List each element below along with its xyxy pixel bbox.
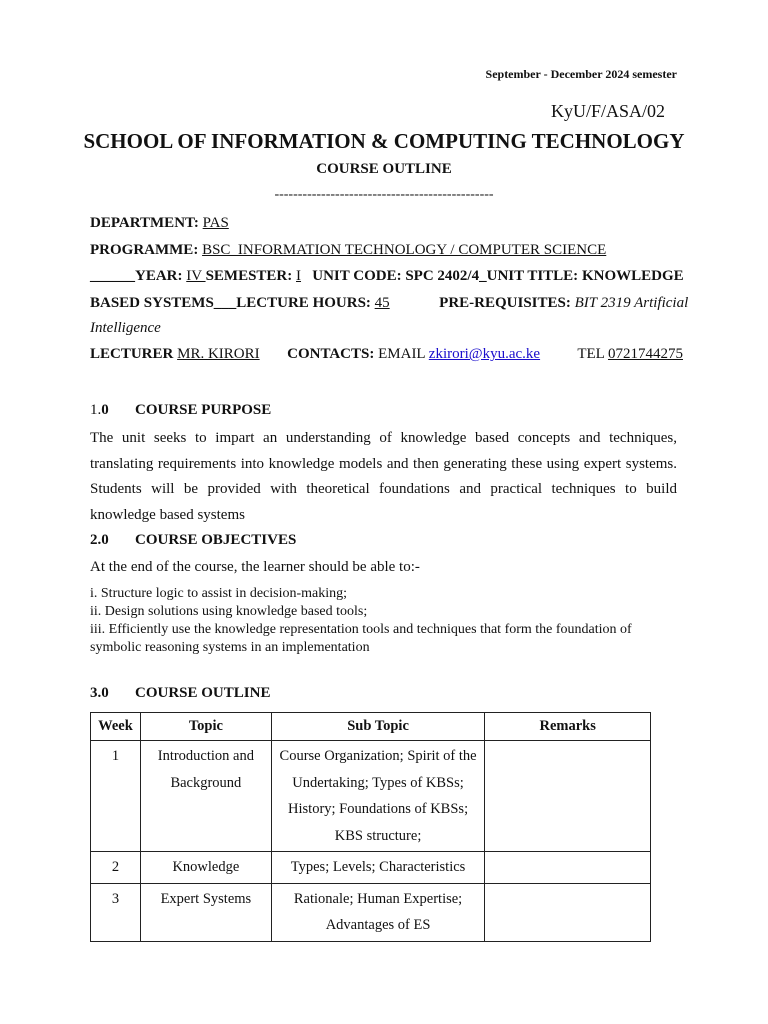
prerequisites-value: BIT 2319 Artificial (574, 295, 689, 311)
lead-blank: ______ (90, 268, 135, 284)
year-unit-line (90, 268, 684, 285)
section-number-plain: 1. (90, 402, 102, 418)
unit-title-continued: BASED SYSTEMS___ (90, 295, 237, 311)
subtopic-cell: Rationale; Human Expertise; Advantages of ES (271, 883, 485, 941)
department-value: PAS (202, 215, 229, 231)
section-title: COURSE PURPOSE (135, 402, 272, 418)
lecturer-label: LECTURER (90, 346, 174, 362)
semester-value: I (296, 268, 302, 284)
topic-cell: Introduction and Background (140, 741, 271, 852)
title-divider: ----------------------------------------------- (274, 187, 494, 202)
subtopic-cell: Course Organization; Spirit of the Undertaking; Types of KBSs; History; Foundations of KBSs; KBS structure; (271, 741, 485, 852)
objectives-list (90, 585, 680, 657)
objective-item: i. Structure logic to assist in decision-making; (90, 586, 348, 601)
hours-prereq-line (90, 295, 688, 312)
table-header-row (91, 713, 651, 741)
department-line (90, 215, 229, 232)
unit-code-value: SPC 2402/4_ (405, 268, 487, 284)
lecturer-line (90, 346, 683, 363)
year-label: YEAR: (135, 268, 183, 284)
objective-item: iii. Efficiently use the knowledge representation tools and techniques that form the foundation of symbolic reasoning systems in an implementation (90, 622, 632, 655)
objective-item: ii. Design solutions using knowledge based tools; (90, 604, 368, 619)
column-header-week: Week (91, 713, 141, 741)
column-header-subtopic: Sub Topic (271, 713, 485, 741)
section-number-bold: 0 (101, 402, 109, 418)
school-title: SCHOOL OF INFORMATION & COMPUTING TECHNOLOGY (83, 129, 685, 153)
prerequisites-continued: Intelligence (90, 320, 161, 336)
section-title: COURSE OUTLINE (135, 685, 271, 701)
email-label: EMAIL (378, 346, 426, 362)
column-header-remarks: Remarks (485, 713, 651, 741)
unit-title-value: KNOWLEDGE (581, 268, 684, 284)
email-link[interactable]: zkirori@kyu.ac.ke (428, 346, 541, 362)
document-title: COURSE OUTLINE (316, 161, 452, 177)
year-value: IV (186, 268, 206, 284)
section-outline-heading (90, 685, 270, 702)
week-cell: 3 (91, 883, 141, 941)
column-header-topic: Topic (140, 713, 271, 741)
tel-value: 0721744275 (608, 346, 683, 362)
objectives-intro: At the end of the course, the learner should be able to:- (90, 559, 420, 575)
unit-title-label: UNIT TITLE: (486, 268, 579, 284)
section-title: COURSE OBJECTIVES (135, 532, 297, 548)
section-number: 3.0 (90, 685, 109, 701)
purpose-paragraph: The unit seeks to impart an understanding of knowledge based concepts and techniques, translating requirements into knowledge models and then generating these using expert systems. Students will be provided with theoretical foundations and practical techniques to build knowledge based systems (90, 430, 677, 523)
section-objectives-heading (90, 532, 296, 549)
section-number: 2.0 (90, 532, 109, 548)
lecture-hours-value: 45 (374, 295, 390, 311)
section-purpose-heading (90, 402, 271, 419)
programme-label: PROGRAMME: (90, 242, 199, 258)
tel-label: TEL (577, 346, 605, 362)
lecture-hours-label: LECTURE HOURS: (236, 295, 371, 311)
course-outline-table (90, 712, 651, 942)
week-cell: 2 (91, 852, 141, 884)
topic-cell: Expert Systems (140, 883, 271, 941)
table-row (91, 883, 651, 941)
programme-line (90, 242, 606, 259)
form-code: KyU/F/ASA/02 (550, 101, 665, 121)
prerequisites-label: PRE-REQUISITES: (439, 295, 571, 311)
contacts-label: CONTACTS: (287, 346, 375, 362)
table-row (91, 852, 651, 884)
week-cell: 1 (91, 741, 141, 852)
department-label: DEPARTMENT: (90, 215, 199, 231)
semester-field-label: SEMESTER: (205, 268, 293, 284)
remarks-cell (485, 883, 651, 941)
lecturer-name: MR. KIRORI (177, 346, 260, 362)
table-row (91, 741, 651, 852)
programme-value: BSC INFORMATION TECHNOLOGY / COMPUTER SCIENCE (202, 242, 607, 258)
subtopic-cell: Types; Levels; Characteristics (271, 852, 485, 884)
remarks-cell (485, 741, 651, 852)
remarks-cell (485, 852, 651, 884)
topic-cell: Knowledge (140, 852, 271, 884)
semester-label: September - December 2024 semester (485, 67, 677, 81)
unit-code-label: UNIT CODE: (312, 268, 402, 284)
